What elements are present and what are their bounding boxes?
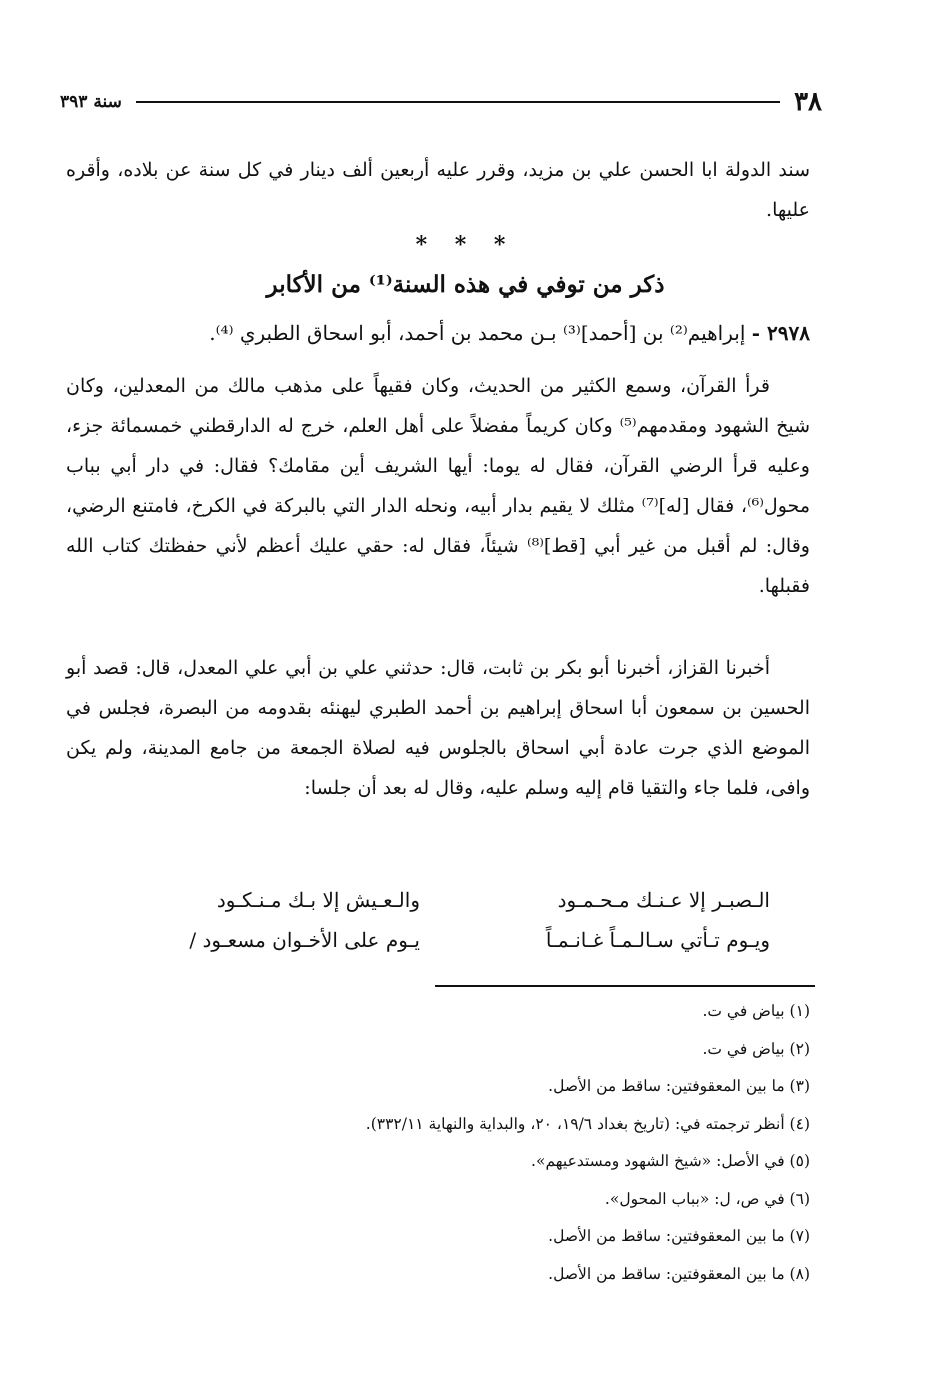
verse-second-hemistich: والـعـيش إلا بـك مـنـكـود [216,888,420,912]
paragraph-narration: أخبرنا القزاز، أخبرنا أبو بكر بن ثابت، قال: حدثني علي بن أبي علي المعدل، قال: قصد أبو الحسين بن سمعون أبا اسحاق إبراهيم بن أحمد الطبري ليهنئه بقدومه من البصرة، فجلس في الموضع الذي جرت عادة أبي اسحاق بالجلوس فيه لصلاة الجمعة من جامع المدينة، ولم يكن وافى، فلما جاء والتقيا قام إليه وسلم عليه، وقال له بعد أن جلسا: [66,657,810,799]
verse-second-hemistich: يـوم على الأخـوان مسعـود / [189,928,420,952]
footnote: (٦) في ص، ل: «بباب المحول». [604,1189,810,1208]
running-header [60,82,822,122]
paragraph-continued: سند الدولة ابا الحسن علي بن مزيد، وقرر عليه أربعين ألف دينار في كل سنة عن بلاده، وأقره عليها. [66,159,810,221]
entry-number: ٢٩٧٨ - [751,321,810,345]
footnote: (٧) ما بين المعقوفتين: ساقط من الأصل. [548,1227,810,1245]
poem-verse [110,920,770,960]
footnote: (٤) أنظر ترجمته في: (تاريخ بغداد ١٩/٦، ٢٠، والبداية والنهاية ٣٣٢/١١). [365,1114,810,1133]
verse-first-hemistich: ويـوم تـأتي سـالـمـاً غـانـمـاً [545,928,770,952]
footnote: (٣) ما بين المعقوفتين: ساقط من الأصل. [548,1077,810,1095]
footnote: (١) بياض في ت. [702,1002,810,1020]
year-label: سنة ٣٩٣ [60,92,122,112]
poem [110,880,770,960]
section-heading: ذكر من توفي في هذه السنة⁽¹⁾ من الأكابر [266,271,665,298]
footnotes [150,993,810,1293]
page-number: ٣٨ [794,87,822,117]
section-separator: * * * [415,232,516,258]
footnote: (٢) بياض في ت. [702,1039,810,1058]
footnote: (٥) في الأصل: «شيخ الشهود ومستدعيهم». [531,1152,810,1170]
footnote-rule [435,985,815,987]
verse-first-hemistich: الـصبـر إلا عـنـك مـحـمـود [557,888,770,912]
footnote: (٨) ما بين المعقوفتين: ساقط من الأصل. [548,1264,810,1283]
biography-entry [66,313,810,353]
poem-verse [110,880,770,920]
header-rule [136,101,780,103]
entry-title: إبراهيم⁽²⁾ بن [أحمد]⁽³⁾ بـن محمد بن أحمد، أبو اسحاق الطبري ⁽⁴⁾. [209,321,746,345]
paragraph-biography: قرأ القرآن، وسمع الكثير من الحديث، وكان فقيهاً على مذهب مالك من المعدلين، وكان شيخ الشهود ومقدمهم⁽⁵⁾ وكان كريماً مفضلاً على أهل العلم، خرج له الدارقطني خمسمائة جزء، وعليه قرأ الرضي القرآن، فقال له يوما: أيها الشريف أين مقامك؟ فقال: في دار أبي بباب محول⁽⁶⁾، فقال [له]⁽⁷⁾ مثلك لا يقيم بدار أبيه، ونحله الدار التي بالبركة في الكرخ، فامتنع الرضي، وقال: لم أقبل من غير أبي [قط]⁽⁸⁾ شيئاً، فقال له: حقي عليك أعظم لأني حفظتك كتاب الله فقبلها. [66,375,811,597]
